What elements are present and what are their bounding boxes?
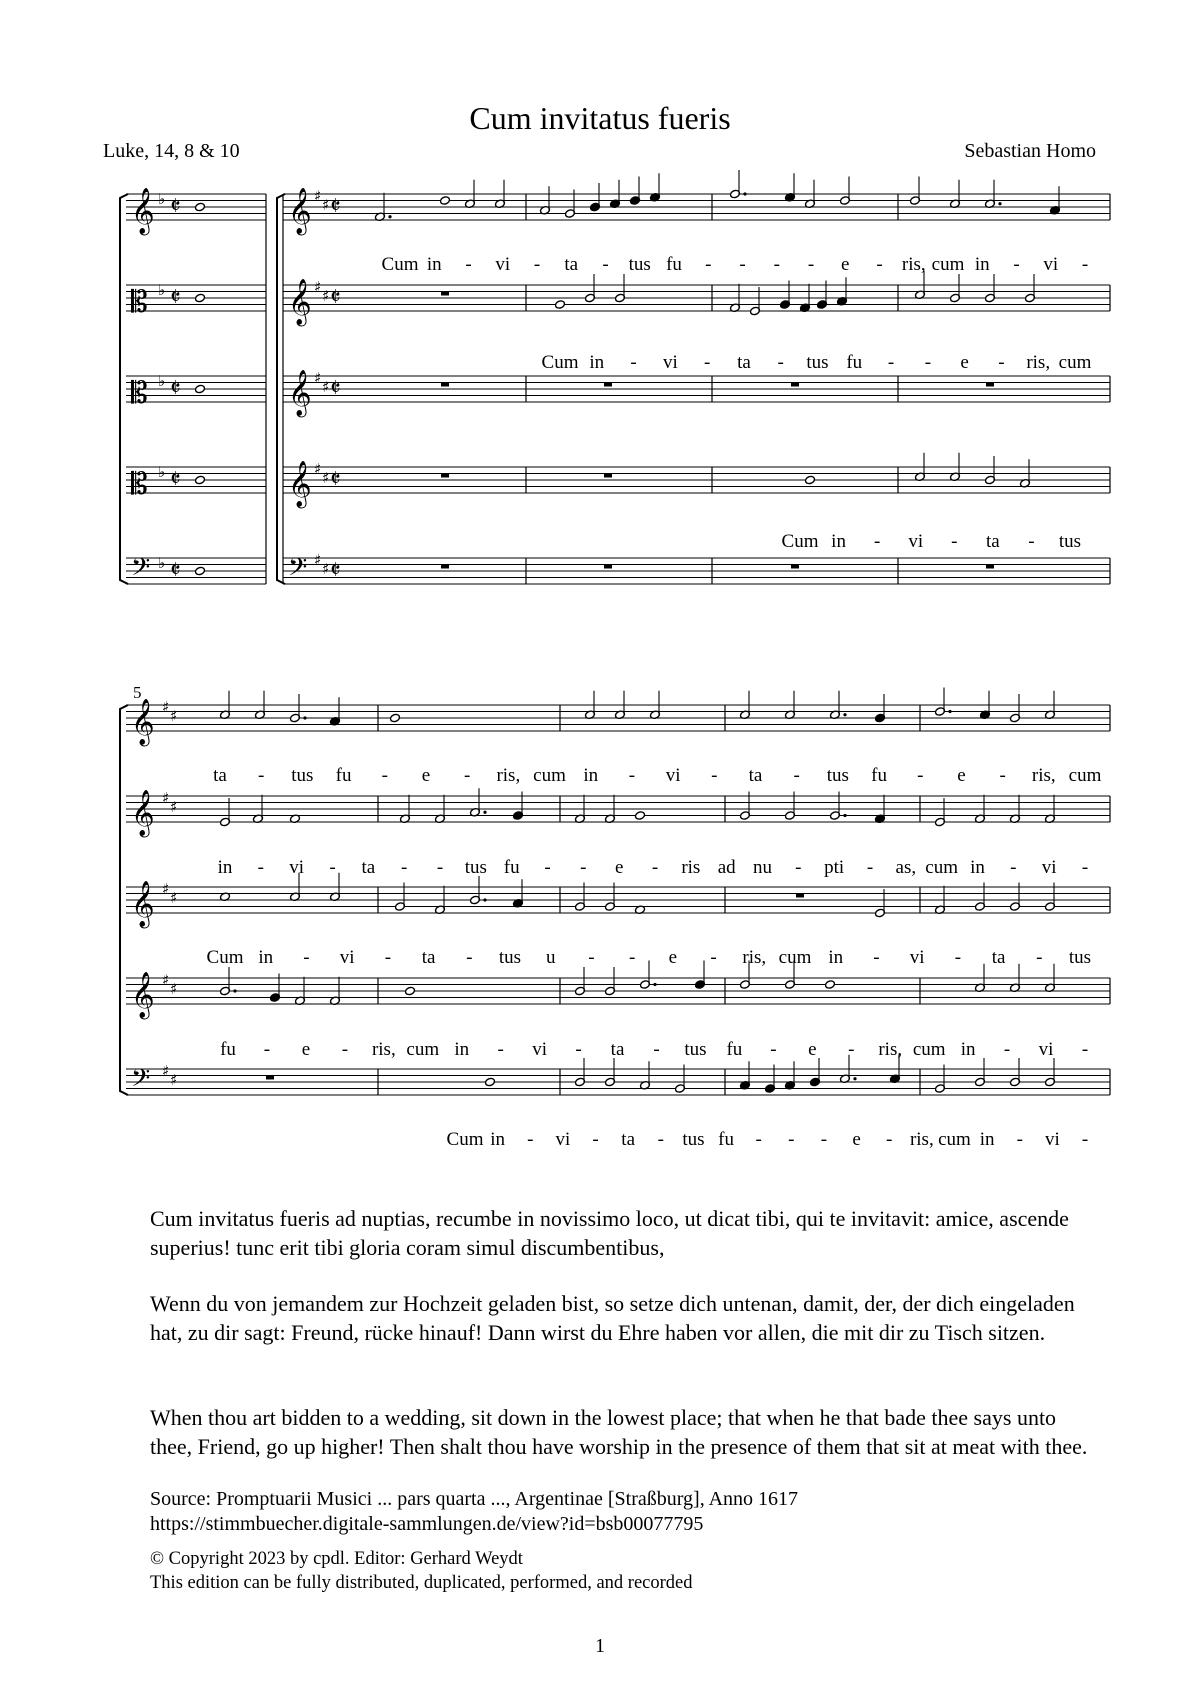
note-head	[195, 384, 206, 394]
lyric-hyphen: -	[1016, 1129, 1023, 1150]
latin-text: Cum invitatus fueris ad nuptias, recumbe in novissimo loco, ut dicat tibi, qui te invitavit: amice, ascende superius! tunc erit tibi gloria coram simul discumbentibus,	[150, 1206, 1069, 1260]
time-signature-icon: 𝄵	[170, 556, 181, 584]
sharp-icon: ♯	[322, 560, 330, 578]
lyric-syllable: cum	[1068, 765, 1102, 786]
lyric-syllable: as,	[895, 857, 917, 878]
time-signature-icon: 𝄵	[170, 283, 181, 311]
bass-clef-icon: 𝄢	[131, 1064, 151, 1099]
lyric-syllable: fu	[846, 352, 863, 373]
lyric-syllable: ad	[717, 857, 736, 878]
lyric-hyphen: -	[384, 947, 392, 968]
time-signature-icon: 𝄵	[170, 192, 181, 220]
sharp-icon: ♯	[162, 789, 170, 807]
lyric-syllable: cum	[533, 765, 566, 786]
lyric-syllable: vi	[1041, 857, 1057, 878]
lyric-syllable: vi	[1044, 1129, 1060, 1150]
lyric-syllable: e	[808, 1039, 817, 1060]
lyric-syllable: in	[831, 531, 846, 552]
flat-icon: ♭	[158, 281, 166, 299]
lyric-hyphen: -	[1081, 254, 1089, 275]
lyric-syllable: Cum	[446, 1129, 484, 1150]
lyric-syllable: cum	[406, 1039, 440, 1060]
note-head	[405, 986, 416, 996]
lyric-syllable: in	[974, 254, 990, 275]
whole-rest	[441, 292, 449, 296]
note-head	[195, 566, 206, 576]
english-text: When thou art bidden to a wedding, sit down in the lowest place; that when he that bade thee says unto thee, Friend, go up higher! Then shalt thou have worship in the presence of them that sit at meat with thee.	[150, 1405, 1088, 1459]
lyric-syllable: fu	[666, 254, 682, 275]
lyric-syllable: ta	[564, 254, 579, 275]
note-dot	[303, 716, 306, 719]
lyric-hyphen: -	[755, 1129, 762, 1150]
lyric-syllable: in	[828, 947, 844, 968]
lyric-hyphen: -	[657, 1129, 664, 1150]
note-head	[195, 475, 206, 485]
lyric-hyphen: -	[710, 947, 717, 968]
lyric-syllable: pti	[824, 857, 845, 878]
lyric-syllable: vi	[532, 1039, 548, 1060]
lyric-hyphen: -	[703, 352, 711, 373]
lyric-hyphen: -	[820, 1129, 828, 1150]
lyric-hyphen: -	[1013, 254, 1020, 275]
sharp-icon: ♯	[322, 287, 330, 305]
lyric-syllable: fu	[718, 1129, 734, 1150]
sharp-icon: ♯	[314, 187, 322, 205]
note-dot	[483, 898, 486, 901]
treble-clef-icon: 𝄞	[288, 188, 312, 234]
lyric-syllable: vi	[1038, 1039, 1054, 1060]
lyric-syllable: tus	[291, 765, 314, 786]
note-head	[825, 980, 836, 990]
lyric-hyphen: -	[848, 1039, 855, 1060]
c-clef-icon: 𝄡	[131, 376, 148, 411]
lyric-hyphen: -	[257, 857, 264, 878]
lyric-hyphen: -	[1003, 1039, 1011, 1060]
lyric-syllable: ta	[421, 947, 436, 968]
lyric-hyphen: -	[739, 254, 746, 275]
lyric-hyphen: -	[1036, 947, 1043, 968]
treble-clef-icon: 𝄞	[131, 972, 155, 1018]
lyric-syllable: vi	[289, 857, 305, 878]
lyric-hyphen: -	[924, 352, 932, 373]
lyric-hyphen: -	[436, 857, 444, 878]
page-title: Cum invitatus fueris	[469, 100, 731, 136]
time-signature-icon: 𝄵	[330, 192, 341, 220]
lyric-syllable: e	[421, 765, 431, 786]
time-signature-icon: 𝄵	[170, 465, 181, 493]
flat-icon: ♭	[158, 190, 166, 208]
lyric-hyphen: -	[954, 947, 962, 968]
lyric-syllable: in	[970, 857, 985, 878]
lyric-hyphen: -	[873, 947, 880, 968]
lyric-syllable: in	[979, 1129, 995, 1150]
sharp-icon: ♯	[162, 880, 170, 898]
score-system-1	[120, 170, 1110, 588]
lyric-syllable: fu	[726, 1039, 743, 1060]
score-system-2	[120, 688, 1110, 1151]
lyric-hyphen: -	[303, 947, 310, 968]
lyric-syllable: in	[490, 1129, 506, 1150]
note-head	[635, 811, 646, 821]
whole-rest	[266, 1076, 274, 1080]
treble-clef-icon: 𝄞	[288, 370, 312, 416]
lyric-syllable: ta	[610, 1039, 625, 1060]
sharp-icon: ♯	[170, 707, 178, 725]
time-signature-icon: 𝄵	[330, 465, 341, 493]
lyric-syllable: tus	[498, 947, 522, 968]
lyric-syllable: e	[301, 1039, 311, 1060]
treble-clef-icon: 𝄞	[131, 699, 155, 745]
lyric-hyphen: -	[1010, 857, 1017, 878]
lyric-syllable: Cum	[381, 254, 419, 275]
whole-rest	[986, 565, 994, 569]
lyric-hyphen: -	[866, 857, 874, 878]
note-dot	[388, 215, 391, 218]
lyric-hyphen: -	[329, 857, 336, 878]
sharp-icon: ♯	[162, 698, 170, 716]
lyric-syllable: fu	[335, 765, 352, 786]
lyric-syllable: vi	[339, 947, 355, 968]
note-head	[485, 1077, 496, 1087]
lyric-hyphen: -	[381, 765, 388, 786]
treble-clef-icon: 𝄞	[131, 188, 155, 234]
lyric-syllable: e	[841, 254, 850, 275]
german-text: Wenn du von jemandem zur Hochzeit geladen bist, so setze dich untenan, damit, der, der dich eingeladen hat, zu dir sagt: Freund, rücke hinauf! Dann wirst du Ehre haben vor allen, die mit dir zu Tisch sitzen.	[150, 1291, 1075, 1345]
note-dot	[853, 1077, 856, 1080]
lyric-syllable: fu	[220, 1039, 236, 1060]
lyric-syllable: tus	[682, 1129, 705, 1150]
sharp-icon: ♯	[170, 980, 178, 998]
lyric-syllable: in	[454, 1039, 470, 1060]
lyric-hyphen: -	[795, 857, 802, 878]
lyric-hyphen: -	[527, 1129, 534, 1150]
lyric-hyphen: -	[588, 947, 595, 968]
sharp-icon: ♯	[162, 1062, 170, 1080]
whole-rest	[441, 474, 449, 478]
lyric-syllable: ta	[748, 765, 763, 786]
sharp-icon: ♯	[170, 1071, 178, 1089]
lyric-syllable: ris,	[1026, 352, 1051, 373]
lyric-syllable: ta	[737, 352, 751, 373]
lyric-hyphen: -	[533, 254, 541, 275]
flat-icon: ♭	[158, 554, 166, 572]
lyric-hyphen: -	[575, 1039, 582, 1060]
measure-number: 5	[133, 683, 142, 702]
time-signature-icon: 𝄵	[330, 556, 341, 584]
lyric-syllable: ta	[985, 531, 1000, 552]
lyric-hyphen: -	[653, 1039, 660, 1060]
lyric-syllable: ta	[213, 765, 227, 786]
lyric-syllable: tus	[684, 1039, 707, 1060]
note-dot	[743, 192, 746, 195]
lyric-syllable: e	[852, 1129, 861, 1150]
c-clef-icon: 𝄡	[131, 285, 148, 320]
lyric-syllable: vi	[555, 1129, 571, 1150]
lyric-hyphen: -	[602, 254, 609, 275]
sharp-icon: ♯	[314, 278, 322, 296]
lyric-syllable: cum	[1058, 352, 1092, 373]
lyric-hyphen: -	[258, 765, 265, 786]
whole-rest	[796, 894, 804, 898]
note-dot	[843, 713, 846, 716]
lyric-syllable: tus	[628, 254, 651, 275]
note-dot	[653, 983, 656, 986]
lyric-hyphen: -	[628, 947, 636, 968]
composer-name: Sebastian Homo	[964, 140, 1096, 162]
copyright-info: © Copyright 2023 by cpdl. Editor: Gerhard Weydt This edition can be fully distributed, duplicated, performed, and recorded	[150, 1549, 693, 1593]
page-number: 1	[595, 1635, 605, 1657]
whole-rest	[604, 565, 612, 569]
whole-rest	[441, 383, 449, 387]
sharp-icon: ♯	[314, 460, 322, 478]
lyric-hyphen: -	[998, 352, 1005, 373]
lyric-syllable: vi	[495, 254, 511, 275]
note-head	[195, 202, 206, 212]
lyric-hyphen: -	[705, 254, 712, 275]
lyric-syllable: tus	[1068, 947, 1092, 968]
lyric-syllable: in	[589, 352, 605, 373]
lyric-hyphen: -	[788, 1129, 795, 1150]
lyric-syllable: ris	[681, 857, 701, 878]
lyric-hyphen: -	[951, 531, 958, 552]
whole-rest	[791, 383, 799, 387]
lyric-syllable: fu	[503, 857, 520, 878]
bass-clef-icon: 𝄢	[288, 553, 308, 588]
lyric-hyphen: -	[465, 254, 472, 275]
lyric-syllable: fu	[871, 765, 887, 786]
time-signature-icon: 𝄵	[330, 283, 341, 311]
lyric-syllable: vi	[909, 947, 925, 968]
lyric-syllable: ta	[991, 947, 1006, 968]
note-head	[440, 196, 451, 206]
note-head	[195, 293, 206, 303]
whole-rest	[986, 383, 994, 387]
sharp-icon: ♯	[314, 369, 322, 387]
lyric-syllable: ta	[361, 857, 376, 878]
lyric-hyphen: -	[711, 765, 718, 786]
lyric-syllable: ris,	[371, 1039, 396, 1060]
lyric-syllable: cum	[925, 857, 959, 878]
lyric-syllable: ta	[621, 1129, 636, 1150]
lyric-hyphen: -	[1081, 857, 1089, 878]
whole-rest	[441, 565, 449, 569]
lyric-hyphen: -	[876, 254, 883, 275]
lyric-hyphen: -	[777, 352, 784, 373]
whole-rest	[604, 474, 612, 478]
flat-icon: ♭	[158, 463, 166, 481]
lyric-syllable: tus	[806, 352, 829, 373]
lyric-syllable: cum	[938, 1129, 971, 1150]
lyric-syllable: vi	[1043, 254, 1059, 275]
lyric-syllable: in	[217, 857, 233, 878]
lyric-syllable: in	[960, 1039, 976, 1060]
lyric-syllable: vi	[662, 352, 678, 373]
lyric-syllable: ris,	[878, 1039, 903, 1060]
sharp-icon: ♯	[314, 551, 322, 569]
lyric-syllable: ris,	[909, 1129, 934, 1150]
lyric-hyphen: -	[580, 857, 587, 878]
lyric-hyphen: -	[592, 1129, 599, 1150]
time-signature-icon: 𝄵	[330, 374, 341, 402]
treble-clef-icon: 𝄞	[131, 881, 155, 927]
lyric-syllable: tus	[826, 765, 849, 786]
lyric-hyphen: -	[807, 254, 815, 275]
lyric-syllable: ris,	[1031, 765, 1056, 786]
lyric-syllable: tus	[464, 857, 487, 878]
lyric-hyphen: -	[1081, 1129, 1089, 1150]
lyric-syllable: ris,	[901, 254, 926, 275]
lyric-syllable: u	[545, 947, 556, 968]
lyric-syllable: ris,	[496, 765, 521, 786]
c-clef-icon: 𝄡	[131, 467, 148, 502]
whole-rest	[791, 565, 799, 569]
note-head	[805, 475, 816, 485]
lyric-syllable: tus	[1058, 531, 1082, 552]
lyric-hyphen: -	[651, 857, 659, 878]
lyric-syllable: cum	[778, 947, 812, 968]
lyric-hyphen: -	[793, 765, 800, 786]
lyric-syllable: ris,	[742, 947, 767, 968]
lyric-hyphen: -	[873, 531, 881, 552]
lyric-syllable: cum	[931, 254, 965, 275]
sharp-icon: ♯	[322, 378, 330, 396]
lyric-hyphen: -	[401, 857, 408, 878]
flat-icon: ♭	[158, 372, 166, 390]
lyric-hyphen: -	[917, 765, 924, 786]
lyric-hyphen: -	[463, 765, 471, 786]
source-info: Source: Promptuarii Musici ... pars quarta ..., Argentinae [Straßburg], Anno 1617 https://stimmbuecher.digitale-sammlungen.de/view?id=bsb00077795	[150, 1488, 799, 1535]
lyric-syllable: Cum	[781, 531, 819, 552]
lyric-hyphen: -	[628, 765, 636, 786]
whole-rest	[604, 383, 612, 387]
note-dot	[483, 811, 486, 814]
note-dot	[233, 989, 236, 992]
sharp-icon: ♯	[170, 798, 178, 816]
lyric-syllable: nu	[753, 857, 772, 878]
lyric-hyphen: -	[770, 1039, 777, 1060]
lyric-syllable: vi	[665, 765, 681, 786]
time-signature-icon: 𝄵	[170, 374, 181, 402]
lyric-hyphen: -	[263, 1039, 271, 1060]
bass-clef-icon: 𝄢	[131, 553, 151, 588]
lyric-syllable: e	[614, 857, 624, 878]
lyric-hyphen: -	[887, 352, 895, 373]
lyric-hyphen: -	[544, 857, 551, 878]
lyric-syllable: Cum	[206, 947, 244, 968]
note-head	[390, 713, 401, 723]
treble-clef-icon: 𝄞	[288, 461, 312, 507]
lyric-syllable: in	[583, 765, 599, 786]
lyric-hyphen: -	[999, 765, 1006, 786]
lyric-hyphen: -	[1081, 1039, 1089, 1060]
lyric-hyphen: -	[466, 947, 473, 968]
note-dot	[998, 202, 1001, 205]
lyric-hyphen: -	[630, 352, 637, 373]
note-dot	[843, 814, 846, 817]
note-head	[555, 300, 566, 310]
note-dot	[948, 710, 951, 713]
lyric-syllable: e	[960, 352, 969, 373]
lyric-syllable: cum	[912, 1039, 946, 1060]
lyric-hyphen: -	[497, 1039, 504, 1060]
lyric-hyphen: -	[1028, 531, 1035, 552]
sharp-icon: ♯	[322, 196, 330, 214]
sharp-icon: ♯	[170, 889, 178, 907]
scripture-reference: Luke, 14, 8 & 10	[103, 140, 240, 162]
lyric-hyphen: -	[773, 254, 780, 275]
lyric-syllable: in	[258, 947, 274, 968]
lyric-syllable: e	[668, 947, 678, 968]
treble-clef-icon: 𝄞	[288, 279, 312, 325]
lyric-hyphen: -	[341, 1039, 349, 1060]
lyric-syllable: e	[957, 765, 966, 786]
treble-clef-icon: 𝄞	[131, 790, 155, 836]
lyric-syllable: in	[426, 254, 442, 275]
sharp-icon: ♯	[322, 469, 330, 487]
lyric-syllable: Cum	[541, 352, 579, 373]
sharp-icon: ♯	[162, 971, 170, 989]
lyric-syllable: vi	[908, 531, 924, 552]
lyric-hyphen: -	[886, 1129, 893, 1150]
